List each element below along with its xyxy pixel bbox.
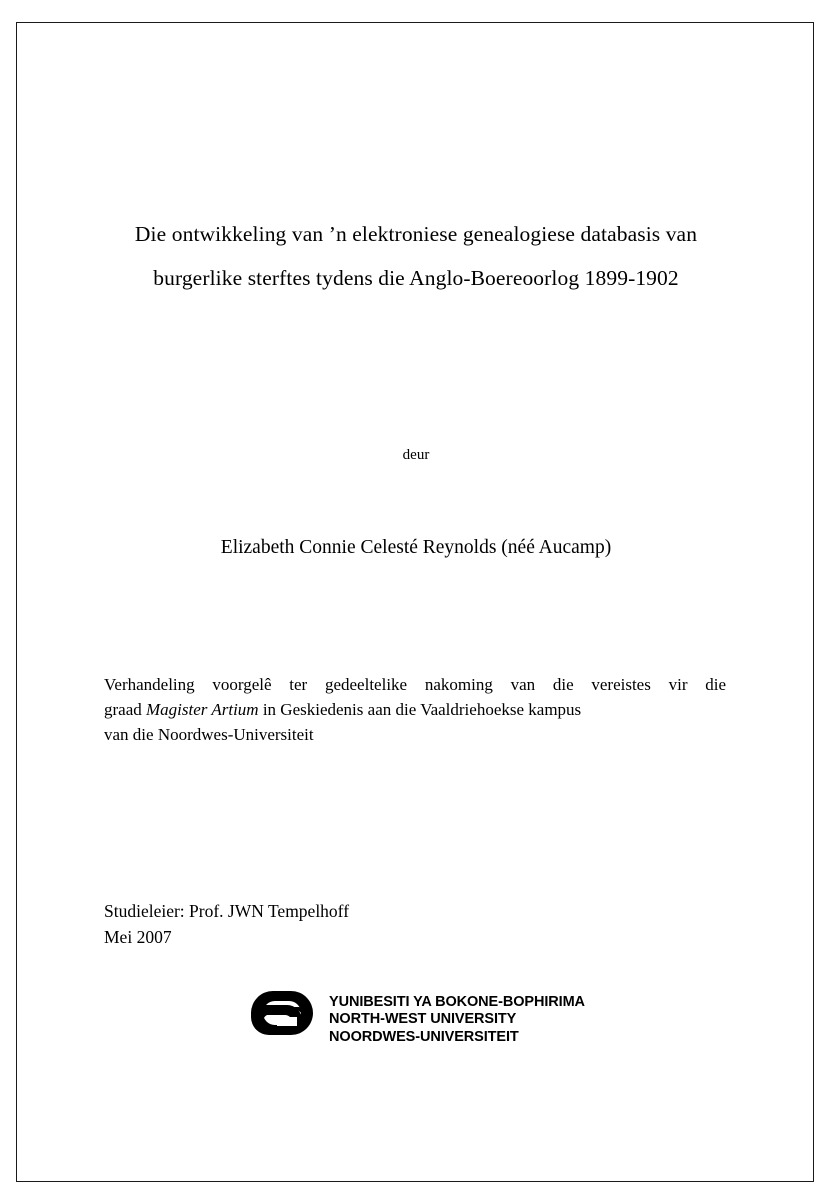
- degree-name-italic: Magister Artium: [146, 700, 259, 719]
- degree-statement: [104, 672, 726, 747]
- author-name: Elizabeth Connie Celesté Reynolds (néé Aucamp): [220, 537, 612, 558]
- nwu-logo-icon: [247, 987, 321, 1053]
- logo-text-line-3: NOORDWES-UNIVERSITEIT: [329, 1028, 519, 1045]
- supervisor-block: [104, 898, 704, 950]
- logo-text-line-2: NORTH-WEST UNIVERSITY: [329, 1011, 517, 1028]
- supervisor-line: Studieleier: Prof. JWN Tempelhoff: [104, 901, 350, 921]
- title-line-2: burgerlike sterftes tydens die Anglo-Boereoorlog 1899-1902: [153, 266, 679, 290]
- by-label: deur: [402, 447, 430, 463]
- date-line: Mei 2007: [104, 927, 172, 947]
- degree-statement-line-1: Verhandeling voorgelê ter gedeeltelike nakoming van die vereistes vir die: [104, 675, 726, 694]
- degree-statement-line-2-post: in Geskiedenis aan die Vaaldriehoekse kampus: [258, 700, 582, 719]
- logo-text-line-1: YUNIBESITI YA BOKONE-BOPHIRIMA: [329, 993, 585, 1010]
- degree-statement-line-2: [104, 697, 726, 722]
- title-page-content: [96, 22, 736, 1182]
- degree-statement-line-3: van die Noordwes-Universiteit: [104, 725, 314, 744]
- degree-statement-line-2-pre: graad: [104, 700, 147, 719]
- title-line-1: Die ontwikkeling van ’n elektroniese genealogiese databasis van: [134, 222, 698, 246]
- document-title: [96, 212, 736, 300]
- university-logo: [96, 987, 736, 1053]
- university-logo-text: [329, 994, 585, 1047]
